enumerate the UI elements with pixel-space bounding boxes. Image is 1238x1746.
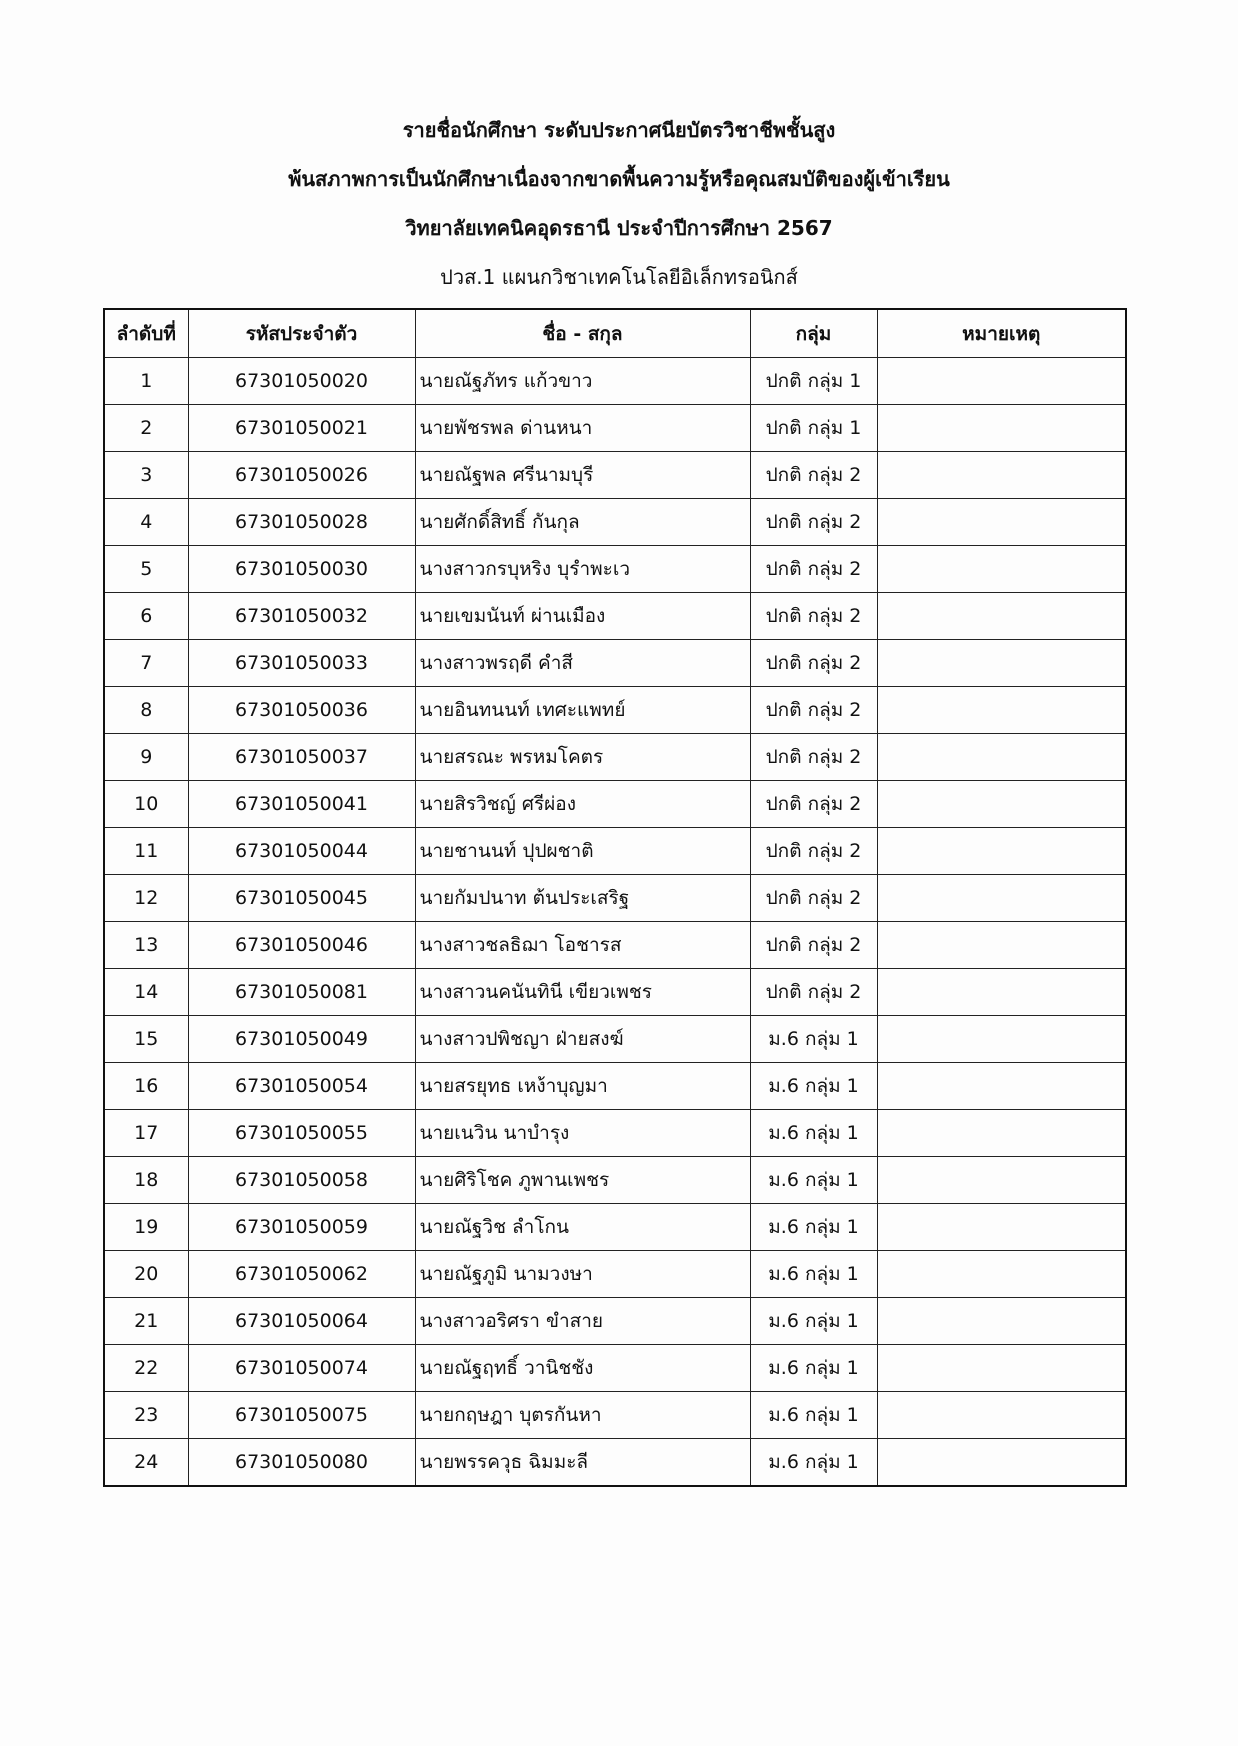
row-number: 23	[104, 1392, 188, 1439]
column-header-number: ลำดับที่	[104, 309, 188, 358]
row-number: 3	[104, 452, 188, 499]
column-header-group: กลุ่ม	[750, 309, 877, 358]
student-group: ปกติ กลุ่ม 2	[750, 875, 877, 922]
row-number: 15	[104, 1016, 188, 1063]
table-row	[104, 687, 1126, 734]
header-title-line-1: รายชื่อนักศึกษา ระดับประกาศนียบัตรวิชาชีพชั้นสูง	[402, 118, 836, 142]
student-id: 67301050041	[188, 781, 415, 828]
student-remark	[877, 1298, 1126, 1345]
student-remark	[877, 1157, 1126, 1204]
student-group: ปกติ กลุ่ม 2	[750, 969, 877, 1016]
table-row	[104, 1063, 1126, 1110]
student-id: 67301050033	[188, 640, 415, 687]
student-id: 67301050062	[188, 1251, 415, 1298]
row-number: 16	[104, 1063, 188, 1110]
student-id: 67301050059	[188, 1204, 415, 1251]
student-remark	[877, 969, 1126, 1016]
student-remark	[877, 781, 1126, 828]
student-remark	[877, 546, 1126, 593]
student-id: 67301050045	[188, 875, 415, 922]
student-id: 67301050080	[188, 1439, 415, 1487]
student-id: 67301050081	[188, 969, 415, 1016]
row-number: 14	[104, 969, 188, 1016]
student-group: ปกติ กลุ่ม 2	[750, 452, 877, 499]
table-row	[104, 1204, 1126, 1251]
student-name: นายณัฐภูมิ นามวงษา	[415, 1251, 750, 1298]
student-group: ม.6 กลุ่ม 1	[750, 1392, 877, 1439]
student-group: ม.6 กลุ่ม 1	[750, 1016, 877, 1063]
student-name: นางสาวนคนันทินี เขียวเพชร	[415, 969, 750, 1016]
student-id: 67301050044	[188, 828, 415, 875]
student-name: นายสรณะ พรหมโคตร	[415, 734, 750, 781]
table-row	[104, 734, 1126, 781]
student-id: 67301050064	[188, 1298, 415, 1345]
student-id: 67301050055	[188, 1110, 415, 1157]
row-number: 8	[104, 687, 188, 734]
table-row	[104, 781, 1126, 828]
row-number: 4	[104, 499, 188, 546]
student-id: 67301050028	[188, 499, 415, 546]
student-remark	[877, 1439, 1126, 1487]
student-name: นางสาวชลธิฌา โอชารส	[415, 922, 750, 969]
student-group: ปกติ กลุ่ม 2	[750, 781, 877, 828]
row-number: 7	[104, 640, 188, 687]
student-name: นายพัชรพล ด่านหนา	[415, 405, 750, 452]
row-number: 22	[104, 1345, 188, 1392]
header-department-line: ปวส.1 แผนกวิชาเทคโนโลยีอิเล็กทรอนิกส์	[440, 265, 798, 289]
student-group: ปกติ กลุ่ม 2	[750, 828, 877, 875]
student-group: ปกติ กลุ่ม 2	[750, 640, 877, 687]
row-number: 6	[104, 593, 188, 640]
table-row	[104, 1110, 1126, 1157]
student-name: นายสิรวิชญ์ ศรีผ่อง	[415, 781, 750, 828]
student-group: ม.6 กลุ่ม 1	[750, 1110, 877, 1157]
student-group: ม.6 กลุ่ม 1	[750, 1439, 877, 1487]
student-id: 67301050046	[188, 922, 415, 969]
student-name: นายเนวิน นาบำรุง	[415, 1110, 750, 1157]
table-row	[104, 969, 1126, 1016]
student-name: นายกัมปนาท ต้นประเสริฐ	[415, 875, 750, 922]
student-group: ม.6 กลุ่ม 1	[750, 1298, 877, 1345]
column-header-full-name: ชื่อ - สกุล	[415, 309, 750, 358]
student-group: ม.6 กลุ่ม 1	[750, 1345, 877, 1392]
student-name: นายศิริโชค ภูพานเพชร	[415, 1157, 750, 1204]
row-number: 9	[104, 734, 188, 781]
student-remark	[877, 734, 1126, 781]
document-header	[0, 118, 1238, 289]
table-row	[104, 1016, 1126, 1063]
student-name: นายอินทนนท์ เทศะแพทย์	[415, 687, 750, 734]
student-name: นายณัฐภัทร แก้วขาว	[415, 358, 750, 405]
student-remark	[877, 1110, 1126, 1157]
column-header-student-id: รหัสประจำตัว	[188, 309, 415, 358]
table-header-row	[104, 309, 1126, 358]
student-remark	[877, 687, 1126, 734]
table-row	[104, 358, 1126, 405]
student-id: 67301050030	[188, 546, 415, 593]
student-name: นายพรรควุธ ฉิมมะลี	[415, 1439, 750, 1487]
row-number: 12	[104, 875, 188, 922]
student-id: 67301050054	[188, 1063, 415, 1110]
table-row	[104, 875, 1126, 922]
table-row	[104, 1157, 1126, 1204]
row-number: 10	[104, 781, 188, 828]
student-remark	[877, 1251, 1126, 1298]
table-body	[104, 358, 1126, 1487]
student-group: ปกติ กลุ่ม 2	[750, 546, 877, 593]
row-number: 24	[104, 1439, 188, 1487]
table-row	[104, 499, 1126, 546]
student-remark	[877, 922, 1126, 969]
row-number: 5	[104, 546, 188, 593]
table-row	[104, 828, 1126, 875]
student-group: ม.6 กลุ่ม 1	[750, 1157, 877, 1204]
student-id: 67301050074	[188, 1345, 415, 1392]
student-remark	[877, 499, 1126, 546]
table-row	[104, 405, 1126, 452]
student-remark	[877, 452, 1126, 499]
row-number: 17	[104, 1110, 188, 1157]
row-number: 18	[104, 1157, 188, 1204]
row-number: 1	[104, 358, 188, 405]
student-group: ปกติ กลุ่ม 2	[750, 734, 877, 781]
table-row	[104, 1392, 1126, 1439]
student-remark	[877, 358, 1126, 405]
student-remark	[877, 593, 1126, 640]
student-group: ปกติ กลุ่ม 1	[750, 358, 877, 405]
student-id: 67301050037	[188, 734, 415, 781]
table-row	[104, 1298, 1126, 1345]
student-group: ปกติ กลุ่ม 2	[750, 593, 877, 640]
student-remark	[877, 1345, 1126, 1392]
student-name: นางสาวพรฤดี คำสี	[415, 640, 750, 687]
student-remark	[877, 1063, 1126, 1110]
table-row	[104, 546, 1126, 593]
student-group: ปกติ กลุ่ม 2	[750, 687, 877, 734]
student-name: นางสาวปพิชญา ฝ่ายสงฆ์	[415, 1016, 750, 1063]
table-row	[104, 452, 1126, 499]
student-group: ปกติ กลุ่ม 1	[750, 405, 877, 452]
student-name: นางสาวกรบุหริง บุรำพะเว	[415, 546, 750, 593]
student-remark	[877, 405, 1126, 452]
table-row	[104, 1439, 1126, 1487]
student-group: ปกติ กลุ่ม 2	[750, 922, 877, 969]
student-group: ม.6 กลุ่ม 1	[750, 1063, 877, 1110]
header-title-line-3: วิทยาลัยเทคนิคอุดรธานี ประจำปีการศึกษา 2567	[405, 216, 833, 240]
student-group: ม.6 กลุ่ม 1	[750, 1204, 877, 1251]
student-name: นายสรยุทธ เหง้าบุญมา	[415, 1063, 750, 1110]
student-group: ม.6 กลุ่ม 1	[750, 1251, 877, 1298]
student-name: นางสาวอริศรา ขำสาย	[415, 1298, 750, 1345]
row-number: 20	[104, 1251, 188, 1298]
student-remark	[877, 1016, 1126, 1063]
student-roster-table	[103, 308, 1127, 1487]
student-name: นายณัฐฤทธิ์ วานิชชัง	[415, 1345, 750, 1392]
student-id: 67301050021	[188, 405, 415, 452]
row-number: 19	[104, 1204, 188, 1251]
student-remark	[877, 828, 1126, 875]
student-remark	[877, 875, 1126, 922]
student-name: นายณัฐวิช ลำโกน	[415, 1204, 750, 1251]
student-name: นายศักดิ์สิทธิ์ กันกุล	[415, 499, 750, 546]
table-row	[104, 922, 1126, 969]
student-name: นายกฤษฎา บุตรกันหา	[415, 1392, 750, 1439]
student-id: 67301050049	[188, 1016, 415, 1063]
header-title-line-2: พ้นสภาพการเป็นนักศึกษาเนื่องจากขาดพื้นความรู้หรือคุณสมบัติของผู้เข้าเรียน	[288, 167, 950, 191]
table-row	[104, 1251, 1126, 1298]
table-row	[104, 593, 1126, 640]
student-id: 67301050075	[188, 1392, 415, 1439]
student-id: 67301050036	[188, 687, 415, 734]
table-row	[104, 1345, 1126, 1392]
student-id: 67301050026	[188, 452, 415, 499]
student-id: 67301050058	[188, 1157, 415, 1204]
row-number: 13	[104, 922, 188, 969]
row-number: 21	[104, 1298, 188, 1345]
student-id: 67301050020	[188, 358, 415, 405]
student-remark	[877, 1392, 1126, 1439]
student-name: นายเขมนันท์ ผ่านเมือง	[415, 593, 750, 640]
column-header-remark: หมายเหตุ	[877, 309, 1126, 358]
row-number: 11	[104, 828, 188, 875]
student-remark	[877, 640, 1126, 687]
student-remark	[877, 1204, 1126, 1251]
student-id: 67301050032	[188, 593, 415, 640]
row-number: 2	[104, 405, 188, 452]
student-name: นายชานนท์ ปุปผชาติ	[415, 828, 750, 875]
student-group: ปกติ กลุ่ม 2	[750, 499, 877, 546]
table-row	[104, 640, 1126, 687]
student-name: นายณัฐพล ศรีนามบุรี	[415, 452, 750, 499]
